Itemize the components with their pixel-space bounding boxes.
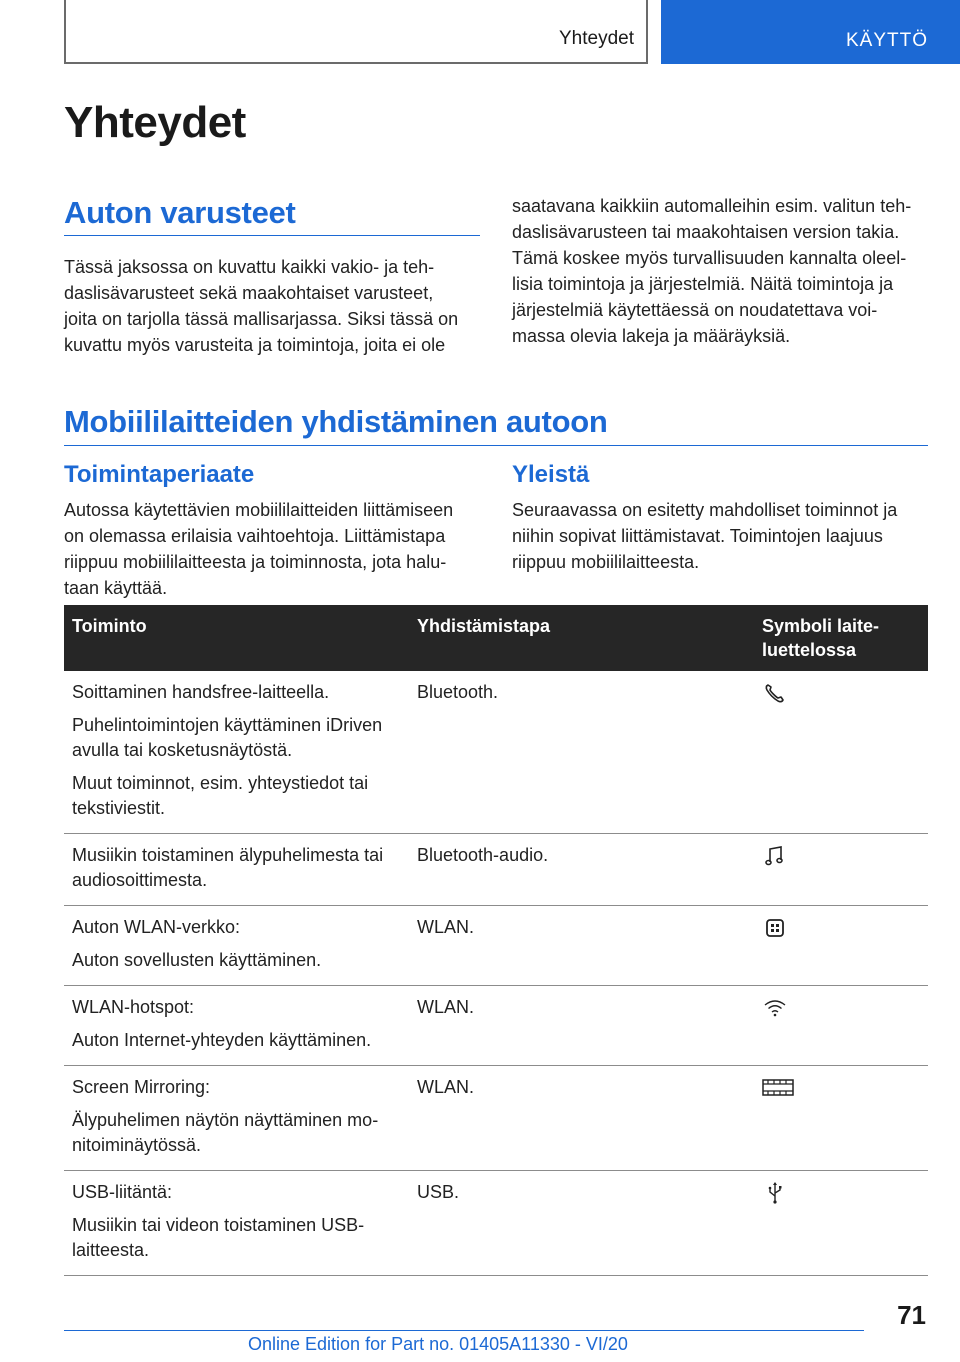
table-row — [64, 834, 928, 906]
header-chapter-tab — [661, 0, 960, 64]
music-note-icon — [762, 843, 788, 869]
apps-icon — [762, 915, 788, 941]
header-section-title: Yhteydet — [559, 28, 634, 49]
method-cell: WLAN. — [409, 1066, 754, 1171]
table-row — [64, 986, 928, 1066]
header-section-box — [64, 0, 648, 64]
section-heading-mobiililaitteet: Mobiililaitteiden yhdistäminen autoon — [64, 404, 608, 439]
column-header-function: Toiminto — [64, 605, 409, 671]
section-rule — [64, 235, 480, 236]
header-chapter-title: KÄYTTÖ — [845, 30, 928, 51]
method-cell: Bluetooth. — [409, 671, 754, 834]
symbol-cell — [754, 986, 928, 1066]
phone-icon — [762, 680, 788, 706]
section-heading-auton-varusteet: Auton varusteet — [64, 195, 296, 230]
screen-mirroring-icon — [762, 1075, 794, 1101]
function-cell: Soittaminen handsfree-laitteella. Puhelintoimintojen käyttäminen iDriven avulla tai kosketusnäytöstä. Muut toiminnot, esim. yhteystiedot tai tekstiviestit. — [64, 671, 409, 834]
method-cell: Bluetooth-audio. — [409, 834, 754, 906]
column-header-symbol: Symboli laite- luettelossa — [754, 605, 928, 671]
table-row — [64, 671, 928, 834]
page-number: 71 — [897, 1300, 926, 1330]
table-row — [64, 1066, 928, 1171]
yleista-paragraph: Seuraavassa on esitetty mahdolliset toiminnot ja niihin sopivat liittämistavat. Toimintojen laajuus riippuu mobiililaitteesta. — [512, 500, 898, 572]
toimintaperiaate-paragraph: Autossa käytettävien mobiililaitteiden liittämiseen on olemassa erilaisia vaihtoehtoja. Liittämistapa riippuu mobiililaitteesta ja toiminnosta, jota halu- taan käyttää. — [64, 500, 454, 598]
function-cell: WLAN-hotspot: Auton Internet-yhteyden käyttäminen. — [64, 986, 409, 1066]
table-row — [64, 1171, 928, 1276]
table-row — [64, 906, 928, 986]
footer-edition-text: Online Edition for Part no. 01405A11330 - VI/20 — [248, 1334, 628, 1354]
symbol-cell — [754, 1066, 928, 1171]
method-cell: USB. — [409, 1171, 754, 1276]
symbol-cell — [754, 834, 928, 906]
function-cell: Screen Mirroring: Älypuhelimen näytön näyttäminen monitoiminäytössä. — [64, 1066, 409, 1171]
method-cell: WLAN. — [409, 986, 754, 1066]
symbol-cell — [754, 671, 928, 834]
symbol-cell — [754, 906, 928, 986]
section1-paragraph-left: Tässä jaksossa on kuvattu kaikki vakio- ja teh- daslisävarusteet sekä maakohtaiset varusteet, joita on tarjolla tässä mallisarjassa. Siksi tässä on kuvattu myös varusteita ja toimintoja, joita ei ole — [64, 257, 459, 355]
usb-icon — [762, 1180, 788, 1206]
function-cell: Musiikin toistaminen älypuhelimesta tai audiosoittimesta. — [64, 834, 409, 906]
function-cell: USB-liitäntä: Musiikin tai videon toistaminen USB-laitteesta. — [64, 1171, 409, 1276]
column-header-method: Yhdistämistapa — [409, 605, 754, 671]
connection-methods-table — [64, 605, 928, 1276]
page-title: Yhteydet — [64, 98, 246, 147]
section-rule — [64, 445, 928, 446]
symbol-cell — [754, 1171, 928, 1276]
subheading-yleista: Yleistä — [512, 461, 590, 488]
wifi-icon — [762, 995, 788, 1021]
function-cell: Auton WLAN-verkko: Auton sovellusten käyttäminen. — [64, 906, 409, 986]
subheading-toimintaperiaate: Toimintaperiaate — [64, 461, 255, 488]
table-header-row — [64, 605, 928, 671]
footer-rule — [64, 1330, 864, 1331]
method-cell: WLAN. — [409, 906, 754, 986]
section1-paragraph-right: saatavana kaikkiin automalleihin esim. valitun teh- daslisävarusteen tai maakohtaisen version takia. Tämä koskee myös turvallisuuden kannalta oleel- lisia toimintoja ja järjestelmiä. Näitä toimintoja ja järjestelmiä käytettäessä on noudatettava voi- massa olevia lakeja ja määräyksiä. — [512, 196, 912, 346]
